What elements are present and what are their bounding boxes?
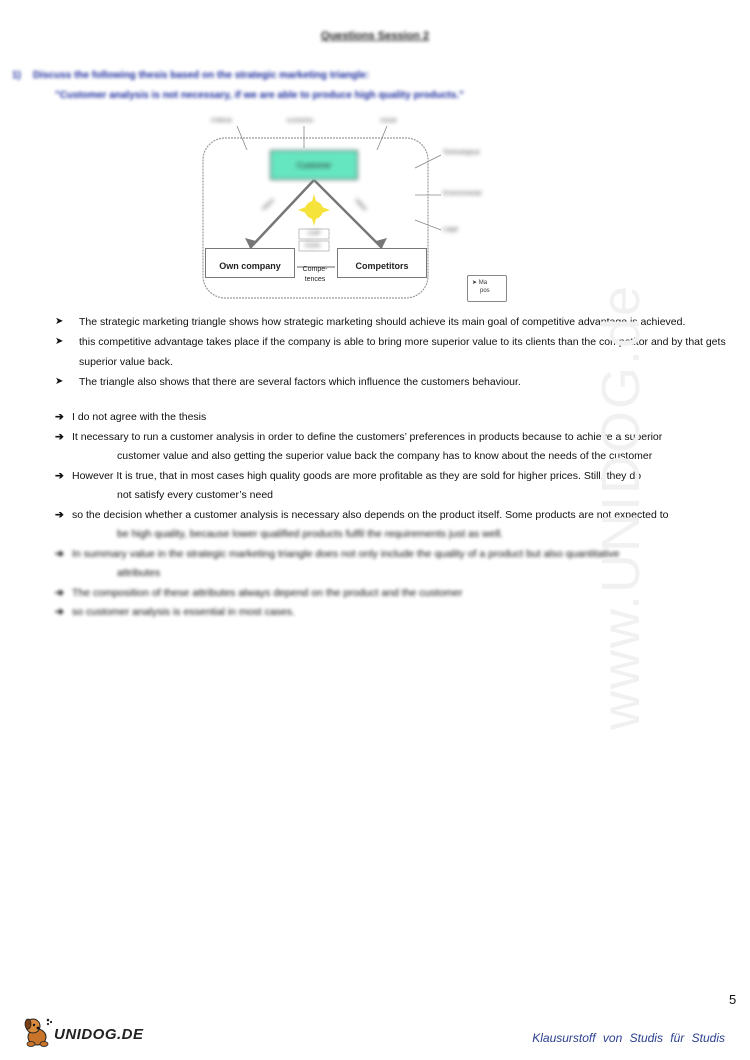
label-environmental: Environmental bbox=[443, 191, 482, 197]
side-note-line-1: ➤ Ma bbox=[472, 280, 488, 286]
right-arrow-icon: ➔ bbox=[55, 430, 64, 443]
arrowhead-bullet-icon: ➤ bbox=[55, 316, 64, 327]
competences-label: Compe-tences bbox=[302, 266, 328, 283]
right-arrow-icon: ➔ bbox=[55, 469, 64, 482]
label-value-right: Value bbox=[353, 197, 368, 213]
label-social: Social bbox=[380, 118, 397, 124]
right-arrow-icon: ➔ bbox=[55, 586, 64, 599]
side-note-line-2: pos bbox=[480, 288, 490, 294]
label-cap: CAP bbox=[308, 231, 321, 237]
arrowhead-bullet-icon: ➤ bbox=[55, 376, 64, 387]
competitors-box: Competitors bbox=[337, 248, 427, 278]
side-note-box bbox=[467, 275, 507, 302]
label-political: Political bbox=[211, 118, 232, 124]
question-text: Discuss the following thesis based on the strategic marketing triangle: bbox=[33, 70, 370, 81]
arrowhead-bullet-icon: ➤ bbox=[55, 336, 64, 347]
logo-text: UNIDOG.DE bbox=[54, 1026, 144, 1043]
label-economic: Economic bbox=[287, 118, 314, 124]
list-item: ➤ The triangle also shows that there are several factors which influence the customers behaviour. bbox=[55, 372, 745, 392]
list-item: ➔ However It is true, that in most cases high quality goods are more profitable as they are sold for higher prices. Still, they do not satisfy every customer’s need bbox=[55, 467, 745, 506]
marketing-triangle-diagram bbox=[195, 110, 505, 305]
question-number: 1) bbox=[12, 70, 21, 81]
dog-logo-icon bbox=[22, 1015, 52, 1049]
label-value-left: Value bbox=[261, 197, 276, 213]
unidog-logo[interactable] bbox=[22, 1015, 144, 1049]
list-item: ➔ In summary value in the strategic marketing triangle does not only include the quality of a product but also quantitative attributes bbox=[55, 545, 745, 584]
list-item: ➔ The composition of these attributes always depend on the product and the customer bbox=[55, 584, 745, 604]
technological-pointer bbox=[415, 155, 441, 168]
right-arrow-icon: ➔ bbox=[55, 411, 64, 423]
footer-tagline: Klausurstoff von Studis für Studis bbox=[532, 1031, 725, 1045]
list-item: ➔ so customer analysis is essential in most cases. bbox=[55, 603, 745, 623]
sun-icon bbox=[298, 194, 330, 226]
label-costs: Costs bbox=[305, 243, 321, 249]
list-item: ➤ The strategic marketing triangle shows how strategic marketing should achieve its main goal of competitive advantage is achieved. bbox=[55, 312, 745, 332]
watermark: www.UNIDOG.de bbox=[591, 283, 651, 730]
right-arrow-icon: ➔ bbox=[55, 547, 64, 560]
list-item: ➤ this competitive advantage takes place if the company is able to bring more superior value to its clients than the competitor and by that gets superior value back. bbox=[55, 332, 745, 372]
session-title: Questions Session 2 bbox=[320, 30, 430, 42]
customer-box: Customer bbox=[270, 150, 358, 180]
label-legal: Legal bbox=[443, 227, 458, 233]
list-item: ➔ It necessary to run a customer analysis in order to define the customers’ preferences in products because to achieve a superior customer value and also getting the superior value back the company has to know about the needs of the customer bbox=[55, 428, 745, 467]
own-company-box: Own company bbox=[205, 248, 295, 278]
right-arrow-icon: ➔ bbox=[55, 606, 64, 618]
question-quote: "Customer analysis is not necessary, if we are able to produce high quality products." bbox=[55, 90, 464, 101]
list-item: ➔ I do not agree with the thesis bbox=[55, 408, 745, 428]
page-number: 5 bbox=[729, 992, 737, 1007]
right-arrow-icon: ➔ bbox=[55, 508, 64, 521]
list-item: ➔ so the decision whether a customer analysis is necessary also depends on the product itself. Some products are not expected to be high quality, because lower qualified products fulfil the requirements just as well. bbox=[55, 506, 745, 545]
label-technological: Technological bbox=[443, 150, 480, 156]
